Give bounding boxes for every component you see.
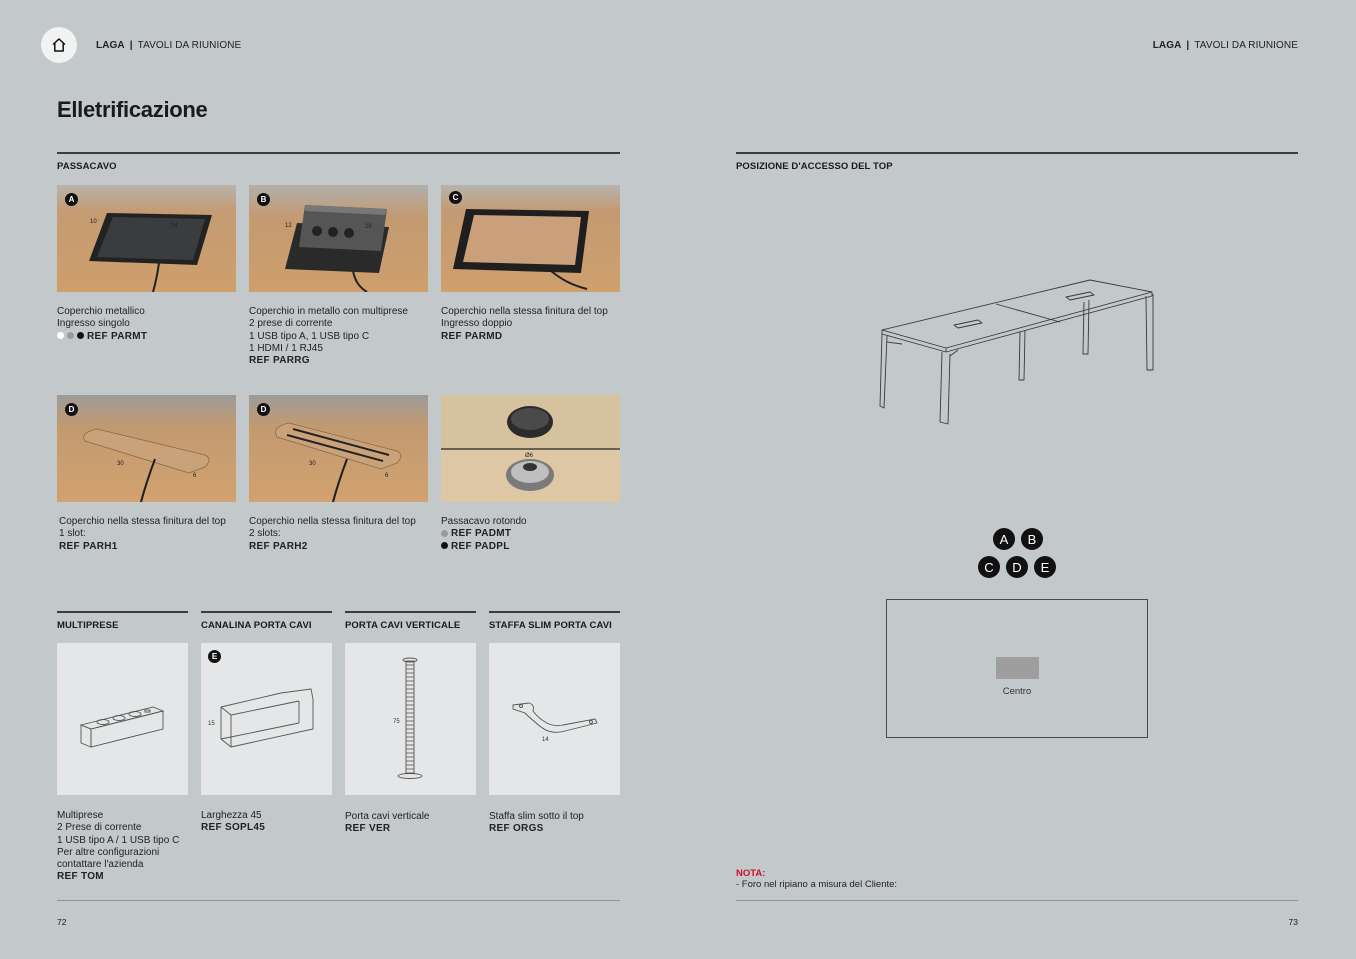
caption-line: Ingresso doppio [441,318,513,330]
dim-label: Ø6 [525,453,534,459]
dim-label: 6 [385,473,389,479]
section-rule [201,611,332,613]
header-section: TAVOLI DA RIUNIONE [1194,40,1298,51]
top-plan-diagram [886,599,1148,738]
passacavo-photo-round [441,395,620,502]
caption-line: Per altre configurazioni [57,846,160,858]
badge-b: B [257,193,270,206]
caption-line: Coperchio metallico [57,306,145,317]
caption-line: Larghezza 45 [201,810,262,821]
access-position-heading: POSIZIONE D'ACCESSO DEL TOP [736,161,893,172]
header-section: TAVOLI DA RIUNIONE [137,40,242,51]
position-label: Centro [1002,686,1032,697]
passacavo-photo-d1 [57,395,236,502]
badge-e: E [208,650,221,663]
section-rule [57,152,620,154]
badge-a: A [65,193,78,206]
caption-line: Ingresso singolo [57,318,130,330]
caption-line: Coperchio in metallo con multiprese [249,306,408,317]
badge-c: C [449,191,462,204]
canalina-heading: CANALINA PORTA CAVI [201,620,312,631]
footer-rule [57,900,620,901]
passacavo-heading: PASSACAVO [57,161,117,172]
ref-code: REF PADPL [451,540,510,552]
caption-a [57,306,236,343]
note-text: - Foro nel ripiano a misura del Cliente: [736,879,898,890]
caption-staffa [489,811,620,836]
ref-code: REF PARMT [87,330,148,342]
table-line-drawing [870,270,1170,430]
page-title: Elletrificazione [57,97,208,122]
dim-label: 30 [117,461,124,467]
page-number-right: 73 [1288,917,1298,927]
caption-c [441,306,626,343]
caption-d2 [249,516,434,553]
staffa-heading: STAFFA SLIM PORTA CAVI [489,620,612,631]
passacavo-photo-c [441,185,620,292]
caption-line: 1 HDMI / 1 RJ45 [249,342,323,354]
dim-label: 15 [208,721,215,727]
caption-line: Staffa slim sotto il top [489,811,584,822]
caption-line: Porta cavi verticale [345,811,430,822]
caption-line: Passacavo rotondo [441,516,527,527]
ref-code: REF PARH1 [59,540,118,552]
note-label: NOTA: [736,868,766,879]
left-header: LAGA | TAVOLI DA RIUNIONE [96,40,242,51]
access-badge-c: C [978,556,1000,578]
section-rule [489,611,620,613]
header-brand: LAGA [1152,40,1182,51]
caption-multiprese [57,810,197,884]
dim-label: 24 [171,223,178,229]
multiprese-drawing [57,643,188,795]
caption-canalina [201,810,332,835]
access-badge-a: A [993,528,1015,550]
access-badge-e: E [1034,556,1056,578]
dim-label: 29 [365,224,372,230]
right-header: LAGA | TAVOLI DA RIUNIONE [1152,40,1298,51]
section-rule [57,611,188,613]
dim-label: 12 [285,223,292,229]
caption-line: 2 prese di corrente [249,318,333,330]
caption-line: 1 USB tipo A, 1 USB tipo C [249,330,370,342]
access-badge-b: B [1021,528,1043,550]
caption-line: Coperchio nella stessa finitura del top [59,516,226,527]
dim-label: 30 [309,461,316,467]
caption-line: Coperchio nella stessa finitura del top [441,306,608,317]
section-rule [345,611,476,613]
ref-code: REF PARRG [249,355,310,367]
dim-label: 6 [193,473,197,479]
ref-code: REF TOM [57,871,104,883]
caption-b [249,306,428,367]
staffa-drawing [489,643,620,795]
header-brand: LAGA [96,40,125,51]
canalina-drawing [201,643,332,795]
page-number-left: 72 [57,917,67,927]
caption-line: 1 USB tipo A / 1 USB tipo C [57,834,180,846]
color-swatch-grey [441,530,448,537]
badge-d: D [65,403,78,416]
caption-line: 2 Prese di corrente [57,822,142,834]
ref-code: REF PARH2 [249,540,308,552]
color-swatch-black [77,332,84,339]
caption-d1 [59,516,238,553]
access-badge-d: D [1006,556,1028,578]
dim-label: 14 [542,737,549,743]
caption-line: contattare l'azienda [57,859,144,871]
badge-d: D [257,403,270,416]
home-icon [51,37,67,53]
ref-code: REF PARMD [441,330,503,342]
dim-label: 75 [393,719,400,725]
ref-code: REF SOPL45 [201,822,266,834]
ref-code: REF VER [345,823,391,835]
ref-code: REF ORGS [489,823,544,835]
access-cutout [996,657,1039,679]
passacavo-photo-a [57,185,236,292]
dim-label: 10 [90,219,97,225]
home-button[interactable] [41,27,77,63]
caption-round [441,516,620,553]
caption-line: Multiprese [57,810,104,821]
porta-cavi-heading: PORTA CAVI VERTICALE [345,620,461,631]
caption-line: 1 slot: [59,528,86,540]
caption-line: Coperchio nella stessa finitura del top [249,516,416,527]
passacavo-photo-d2 [249,395,428,502]
footer-rule [736,900,1298,901]
ref-code: REF PADMT [451,528,512,540]
passacavo-photo-b [249,185,428,292]
color-swatch-black [441,542,448,549]
color-swatch-grey [67,332,74,339]
section-rule [736,152,1298,154]
vertical-cable-drawing [345,643,476,795]
multiprese-heading: MULTIPRESE [57,620,119,631]
caption-line: 2 slots: [249,528,281,540]
color-swatch-white [57,332,64,339]
caption-vertical [345,811,476,836]
